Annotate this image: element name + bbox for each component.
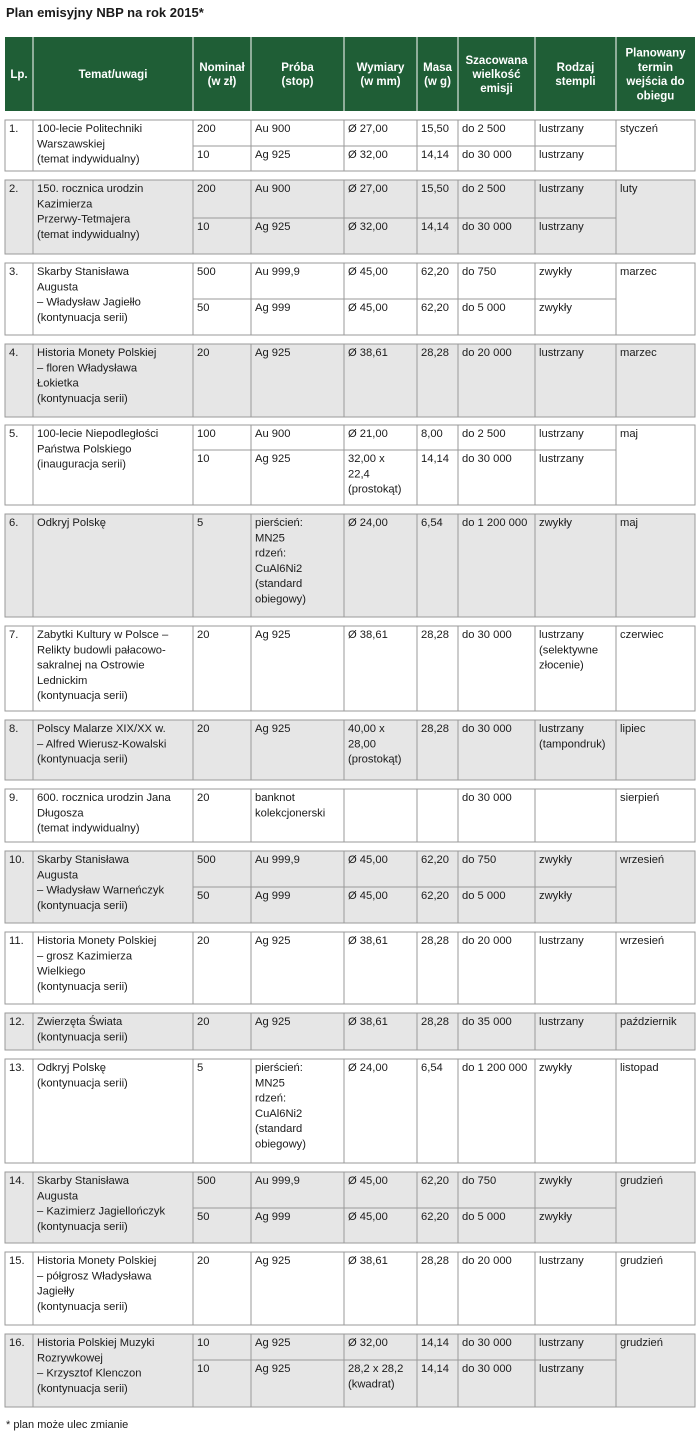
alloy-value: Ag 925 bbox=[255, 629, 291, 641]
issue-size-value: do 750 bbox=[462, 854, 497, 866]
stamp-type-value: lustrzany bbox=[539, 149, 584, 161]
issue-size-value: do 35 000 bbox=[462, 1016, 512, 1028]
topic-text: Odkryj Polskę bbox=[37, 1062, 107, 1074]
topic-text: Zwierzęta Świata bbox=[37, 1016, 123, 1028]
planned-term: marzec bbox=[620, 266, 657, 278]
nominal-value: 500 bbox=[197, 266, 216, 278]
stamp-type-value: lustrzany bbox=[539, 453, 584, 465]
planned-term: styczeń bbox=[620, 123, 658, 135]
alloy-value: Au 999,9 bbox=[255, 854, 300, 866]
mass-value: 14,14 bbox=[421, 453, 449, 465]
row-number: 2. bbox=[9, 183, 19, 195]
alloy-value: (standard bbox=[255, 1123, 303, 1136]
mass-value: 62,20 bbox=[421, 890, 449, 902]
planned-term: grudzień bbox=[620, 1255, 663, 1267]
dimensions-value: 28,00 bbox=[348, 738, 376, 751]
column-header: (w mm) bbox=[360, 76, 401, 89]
column-header: stempli bbox=[555, 76, 596, 89]
alloy-value: banknot bbox=[255, 792, 295, 804]
stamp-type-value: lustrzany bbox=[539, 1337, 584, 1349]
mass-value: 6,54 bbox=[421, 517, 443, 529]
topic-text: – Kazimierz Jagiellończyk bbox=[37, 1205, 166, 1218]
row-number: 5. bbox=[9, 428, 19, 440]
column-header: Szacowana bbox=[465, 54, 528, 67]
column-header: Masa bbox=[423, 61, 452, 74]
mass-value: 28,28 bbox=[421, 1255, 449, 1267]
alloy-value: Ag 925 bbox=[255, 1337, 291, 1349]
stamp-type-value: lustrzany bbox=[539, 347, 584, 359]
planned-term: wrzesień bbox=[620, 854, 665, 866]
column-header: Planowany bbox=[625, 47, 686, 60]
alloy-value: Ag 925 bbox=[255, 149, 291, 161]
stamp-type-value: zwykły bbox=[539, 517, 572, 529]
row-background bbox=[5, 1059, 695, 1163]
alloy-value: CuAl6Ni2 bbox=[255, 562, 303, 575]
row-number: 15. bbox=[9, 1255, 25, 1267]
issue-size-value: do 30 000 bbox=[462, 221, 512, 233]
nominal-value: 200 bbox=[197, 183, 216, 195]
column-header: Próba bbox=[281, 61, 314, 74]
row-number: 4. bbox=[9, 347, 19, 359]
topic-text: (temat indywidualny) bbox=[37, 228, 140, 241]
dimensions-value: Ø 24,00 bbox=[348, 1062, 388, 1074]
topic-text: Augusta bbox=[37, 1190, 79, 1203]
row-number: 3. bbox=[9, 266, 19, 278]
issue-size-value: do 20 000 bbox=[462, 347, 512, 359]
issue-size-value: do 30 000 bbox=[462, 453, 512, 465]
alloy-value: rdzeń: bbox=[255, 547, 287, 560]
issue-size-value: do 750 bbox=[462, 1175, 497, 1187]
nominal-value: 5 bbox=[197, 1062, 204, 1074]
topic-text: Zabytki Kultury w Polsce – bbox=[37, 629, 169, 641]
column-header: wielkość bbox=[472, 69, 521, 81]
topic-text: (kontynuacja serii) bbox=[37, 1220, 128, 1233]
dimensions-value: (kwadrat) bbox=[348, 1378, 395, 1391]
mass-value: 62,20 bbox=[421, 302, 449, 314]
nominal-value: 10 bbox=[197, 1363, 210, 1375]
topic-text: Lednickim bbox=[37, 674, 88, 687]
table-row bbox=[5, 1013, 695, 1050]
issue-size-value: do 750 bbox=[462, 266, 497, 278]
issue-size-value: do 1 200 000 bbox=[462, 517, 528, 529]
dimensions-value: Ø 38,61 bbox=[348, 347, 388, 359]
table-row bbox=[5, 1334, 695, 1407]
dimensions-value: Ø 45,00 bbox=[348, 890, 388, 902]
stamp-type-value: zwykły bbox=[539, 1175, 572, 1187]
topic-text: (kontynuacja serii) bbox=[37, 311, 128, 324]
nominal-value: 50 bbox=[197, 302, 210, 314]
topic-text: Skarby Stanisława bbox=[37, 1175, 130, 1187]
alloy-value: rdzeń: bbox=[255, 1092, 287, 1105]
mass-value: 62,20 bbox=[421, 1211, 449, 1223]
issue-size-value: do 2 500 bbox=[462, 183, 506, 195]
column-header: Wymiary bbox=[356, 61, 405, 74]
mass-value: 15,50 bbox=[421, 183, 449, 195]
table-row bbox=[5, 180, 695, 254]
nominal-value: 20 bbox=[197, 935, 210, 947]
nominal-value: 20 bbox=[197, 723, 210, 735]
topic-text: Wielkiego bbox=[37, 965, 86, 978]
nominal-value: 20 bbox=[197, 792, 210, 804]
topic-text: 150. rocznica urodzin bbox=[37, 183, 144, 195]
dimensions-value: Ø 24,00 bbox=[348, 517, 388, 529]
stamp-type-value: zwykły bbox=[539, 1062, 572, 1074]
stamp-type-value: zwykły bbox=[539, 890, 572, 902]
mass-value: 8,00 bbox=[421, 428, 443, 440]
table-row bbox=[5, 263, 695, 335]
dimensions-value: Ø 27,00 bbox=[348, 123, 388, 135]
dimensions-value: Ø 45,00 bbox=[348, 1175, 388, 1187]
dimensions-value: Ø 38,61 bbox=[348, 629, 388, 641]
topic-text: Łokietka bbox=[37, 377, 79, 390]
topic-text: (kontynuacja serii) bbox=[37, 899, 128, 912]
topic-text: Augusta bbox=[37, 869, 79, 882]
topic-text: (kontynuacja serii) bbox=[37, 1300, 128, 1313]
planned-term: czerwiec bbox=[620, 629, 664, 641]
issue-size-value: do 5 000 bbox=[462, 302, 506, 314]
planned-term: luty bbox=[620, 183, 638, 195]
dimensions-value: Ø 38,61 bbox=[348, 1255, 388, 1267]
stamp-type-value: lustrzany bbox=[539, 1363, 584, 1375]
alloy-value: MN25 bbox=[255, 1077, 285, 1090]
issue-size-value: do 30 000 bbox=[462, 723, 512, 735]
row-number: 13. bbox=[9, 1062, 25, 1074]
row-number: 1. bbox=[9, 123, 19, 135]
topic-text: 100-lecie Politechniki bbox=[37, 123, 143, 135]
topic-text: Przerwy-Tetmajera bbox=[37, 213, 131, 226]
table-row bbox=[5, 120, 695, 171]
issue-size-value: do 20 000 bbox=[462, 1255, 512, 1267]
topic-text: Polscy Malarze XIX/XX w. bbox=[37, 723, 166, 735]
mass-value: 14,14 bbox=[421, 221, 449, 233]
dimensions-value: Ø 21,00 bbox=[348, 428, 388, 440]
planned-term: lipiec bbox=[620, 723, 646, 735]
nominal-value: 5 bbox=[197, 517, 204, 529]
issue-size-value: do 5 000 bbox=[462, 1211, 506, 1223]
row-number: 7. bbox=[9, 629, 19, 641]
nominal-value: 500 bbox=[197, 1175, 216, 1187]
topic-text: – floren Władysława bbox=[37, 362, 138, 375]
dimensions-value: Ø 32,00 bbox=[348, 149, 388, 161]
issue-size-value: do 30 000 bbox=[462, 1337, 512, 1349]
issue-size-value: do 2 500 bbox=[462, 123, 506, 135]
topic-text: (kontynuacja serii) bbox=[37, 1077, 128, 1090]
alloy-value: Ag 999 bbox=[255, 302, 291, 314]
column-header: wejścia do bbox=[626, 76, 685, 89]
alloy-value: Ag 999 bbox=[255, 890, 291, 902]
topic-text: (kontynuacja serii) bbox=[37, 1031, 128, 1044]
row-number: 10. bbox=[9, 854, 25, 866]
planned-term: sierpień bbox=[620, 792, 660, 804]
stamp-type-value: (selektywne bbox=[539, 644, 599, 657]
alloy-value: Ag 925 bbox=[255, 935, 291, 947]
alloy-value: kolekcjonerski bbox=[255, 807, 326, 820]
topic-text: – Władysław Warneńczyk bbox=[37, 884, 165, 897]
stamp-type-value: lustrzany bbox=[539, 123, 584, 135]
topic-text: (kontynuacja serii) bbox=[37, 980, 128, 993]
stamp-type-value: lustrzany bbox=[539, 629, 584, 641]
issue-size-value: do 30 000 bbox=[462, 149, 512, 161]
row-number: 6. bbox=[9, 517, 19, 529]
topic-text: Warszawskiej bbox=[37, 138, 105, 151]
column-header: (w zł) bbox=[207, 76, 237, 89]
dimensions-value: 32,00 x bbox=[348, 453, 385, 465]
alloy-value: Au 999,9 bbox=[255, 1175, 300, 1187]
topic-text: Skarby Stanisława bbox=[37, 266, 130, 278]
alloy-value: Ag 925 bbox=[255, 453, 291, 465]
footnote: * plan może ulec zmianie bbox=[6, 1419, 129, 1431]
topic-text: Kazimierza bbox=[37, 198, 93, 211]
mass-value: 28,28 bbox=[421, 723, 449, 735]
dimensions-value: Ø 45,00 bbox=[348, 854, 388, 866]
column-header: (w g) bbox=[424, 76, 451, 89]
topic-text: (inauguracja serii) bbox=[37, 458, 126, 471]
topic-text: 600. rocznica urodzin Jana bbox=[37, 792, 171, 804]
topic-text: (temat indywidualny) bbox=[37, 153, 140, 166]
topic-text: (kontynuacja serii) bbox=[37, 1382, 128, 1395]
topic-text: Odkryj Polskę bbox=[37, 517, 107, 529]
nominal-value: 10 bbox=[197, 221, 210, 233]
alloy-value: obiegowy) bbox=[255, 1138, 306, 1151]
alloy-value: pierścień: bbox=[255, 517, 303, 529]
topic-text: – Krzysztof Klenczon bbox=[37, 1367, 142, 1380]
planned-term: listopad bbox=[620, 1062, 659, 1074]
mass-value: 62,20 bbox=[421, 266, 449, 278]
topic-text: Jagiełły bbox=[37, 1285, 75, 1298]
mass-value: 14,14 bbox=[421, 1363, 449, 1375]
topic-text: (kontynuacja serii) bbox=[37, 690, 128, 703]
stamp-type-value: lustrzany bbox=[539, 1016, 584, 1028]
planned-term: maj bbox=[620, 517, 639, 529]
nominal-value: 20 bbox=[197, 1255, 210, 1267]
topic-text: – grosz Kazimierza bbox=[37, 950, 133, 963]
topic-text: Historia Polskiej Muzyki bbox=[37, 1337, 155, 1349]
column-header: emisji bbox=[480, 83, 513, 96]
topic-text: 100-lecie Niepodległości bbox=[37, 428, 159, 440]
row-number: 16. bbox=[9, 1337, 25, 1349]
stamp-type-value: zwykły bbox=[539, 854, 572, 866]
topic-text: Państwa Polskiego bbox=[37, 443, 132, 456]
column-header: termin bbox=[637, 61, 674, 74]
dimensions-value: Ø 45,00 bbox=[348, 266, 388, 278]
issue-size-value: do 5 000 bbox=[462, 890, 506, 902]
issue-size-value: do 30 000 bbox=[462, 629, 512, 641]
nominal-value: 100 bbox=[197, 428, 216, 440]
alloy-value: Au 900 bbox=[255, 428, 291, 440]
mass-value: 15,50 bbox=[421, 123, 449, 135]
issue-size-value: do 30 000 bbox=[462, 792, 512, 804]
planned-term: marzec bbox=[620, 347, 657, 359]
table-row bbox=[5, 1059, 695, 1163]
nominal-value: 20 bbox=[197, 1016, 210, 1028]
column-header: (stop) bbox=[281, 76, 314, 89]
dimensions-value: Ø 32,00 bbox=[348, 1337, 388, 1349]
planned-term: maj bbox=[620, 428, 639, 440]
topic-text: (temat indywidualny) bbox=[37, 822, 140, 835]
alloy-value: Ag 925 bbox=[255, 1016, 291, 1028]
table-row bbox=[5, 1172, 695, 1243]
table-row bbox=[5, 514, 695, 617]
stamp-type-value: zwykły bbox=[539, 302, 572, 314]
mass-value: 28,28 bbox=[421, 1016, 449, 1028]
dimensions-value: (prostokąt) bbox=[348, 483, 402, 496]
alloy-value: pierścień: bbox=[255, 1062, 303, 1074]
mass-value: 62,20 bbox=[421, 1175, 449, 1187]
issue-size-value: do 30 000 bbox=[462, 1363, 512, 1375]
stamp-type-value: złocenie) bbox=[539, 659, 584, 672]
stamp-type-value: lustrzany bbox=[539, 935, 584, 947]
mass-value: 28,28 bbox=[421, 935, 449, 947]
dimensions-value: Ø 38,61 bbox=[348, 1016, 388, 1028]
stamp-type-value: lustrzany bbox=[539, 723, 584, 735]
alloy-value: obiegowy) bbox=[255, 593, 306, 606]
dimensions-value: (prostokąt) bbox=[348, 753, 402, 766]
nominal-value: 50 bbox=[197, 1211, 210, 1223]
issue-size-value: do 1 200 000 bbox=[462, 1062, 528, 1074]
table-row bbox=[5, 425, 695, 505]
alloy-value: Ag 925 bbox=[255, 723, 291, 735]
dimensions-value: 22,4 bbox=[348, 468, 370, 481]
alloy-value: Ag 925 bbox=[255, 1255, 291, 1267]
stamp-type-value: zwykły bbox=[539, 266, 572, 278]
alloy-value: (standard bbox=[255, 578, 303, 591]
column-header: obiegu bbox=[636, 90, 675, 103]
topic-text: Relikty budowli pałacowo- bbox=[37, 644, 166, 657]
topic-text: – Alfred Wierusz-Kowalski bbox=[37, 738, 167, 751]
topic-text: – Władysław Jagiełło bbox=[37, 296, 141, 309]
dimensions-value: 40,00 x bbox=[348, 723, 385, 735]
mass-value: 14,14 bbox=[421, 1337, 449, 1349]
alloy-value: CuAl6Ni2 bbox=[255, 1107, 303, 1120]
nominal-value: 20 bbox=[197, 347, 210, 359]
topic-text: sakralnej na Ostrowie bbox=[37, 659, 145, 672]
column-header: Lp. bbox=[10, 69, 28, 81]
mass-value: 6,54 bbox=[421, 1062, 443, 1074]
dimensions-value: Ø 38,61 bbox=[348, 935, 388, 947]
stamp-type-value: (tampondruk) bbox=[539, 738, 606, 751]
alloy-value: Ag 925 bbox=[255, 221, 291, 233]
stamp-type-value: zwykły bbox=[539, 1211, 572, 1223]
planned-term: grudzień bbox=[620, 1175, 663, 1187]
column-header: Rodzaj bbox=[556, 61, 595, 74]
planned-term: październik bbox=[620, 1016, 677, 1028]
table-header bbox=[5, 37, 695, 111]
page-title: Plan emisyjny NBP na rok 2015* bbox=[6, 5, 204, 20]
alloy-value: Au 900 bbox=[255, 123, 291, 135]
dimensions-value: Ø 45,00 bbox=[348, 302, 388, 314]
column-header: Nominał bbox=[199, 61, 245, 74]
topic-text: Długosza bbox=[37, 807, 84, 820]
alloy-value: MN25 bbox=[255, 532, 285, 545]
topic-text: Rozrywkowej bbox=[37, 1352, 103, 1365]
nominal-value: 10 bbox=[197, 1337, 210, 1349]
mass-value: 28,28 bbox=[421, 629, 449, 641]
alloy-value: Ag 925 bbox=[255, 347, 291, 359]
column-header: Temat/uwagi bbox=[78, 69, 148, 81]
stamp-type-value: lustrzany bbox=[539, 221, 584, 233]
topic-text: Historia Monety Polskiej bbox=[37, 935, 157, 947]
row-number: 11. bbox=[9, 935, 24, 947]
nominal-value: 50 bbox=[197, 890, 210, 902]
mass-value: 62,20 bbox=[421, 854, 449, 866]
nominal-value: 20 bbox=[197, 629, 210, 641]
nominal-value: 500 bbox=[197, 854, 216, 866]
dimensions-value: Ø 45,00 bbox=[348, 1211, 388, 1223]
stamp-type-value: lustrzany bbox=[539, 183, 584, 195]
alloy-value: Au 900 bbox=[255, 183, 291, 195]
mass-value: 28,28 bbox=[421, 347, 449, 359]
stamp-type-value: lustrzany bbox=[539, 428, 584, 440]
dimensions-value: Ø 27,00 bbox=[348, 183, 388, 195]
row-number: 14. bbox=[9, 1175, 25, 1187]
row-background bbox=[5, 514, 695, 617]
row-number: 9. bbox=[9, 792, 19, 804]
dimensions-value: Ø 32,00 bbox=[348, 221, 388, 233]
topic-text: (kontynuacja serii) bbox=[37, 753, 128, 766]
topic-text: Historia Monety Polskiej bbox=[37, 347, 157, 359]
row-number: 8. bbox=[9, 723, 19, 735]
alloy-value: Ag 999 bbox=[255, 1211, 291, 1223]
planned-term: grudzień bbox=[620, 1337, 663, 1349]
topic-text: – półgrosz Władysława bbox=[37, 1270, 152, 1283]
alloy-value: Au 999,9 bbox=[255, 266, 300, 278]
table-row bbox=[5, 851, 695, 923]
nominal-value: 200 bbox=[197, 123, 216, 135]
topic-text: (kontynuacja serii) bbox=[37, 392, 128, 405]
issue-size-value: do 20 000 bbox=[462, 935, 512, 947]
table-row bbox=[5, 1252, 695, 1325]
planned-term: wrzesień bbox=[620, 935, 665, 947]
nominal-value: 10 bbox=[197, 149, 210, 161]
table-row bbox=[5, 626, 695, 711]
table-row bbox=[5, 932, 695, 1004]
row-number: 12. bbox=[9, 1016, 25, 1028]
table-row bbox=[5, 789, 695, 842]
table-row bbox=[5, 344, 695, 417]
alloy-value: Ag 925 bbox=[255, 1363, 291, 1375]
table-row bbox=[5, 720, 695, 780]
topic-text: Historia Monety Polskiej bbox=[37, 1255, 157, 1267]
stamp-type-value: lustrzany bbox=[539, 1255, 584, 1267]
nominal-value: 10 bbox=[197, 453, 210, 465]
issue-size-value: do 2 500 bbox=[462, 428, 506, 440]
mass-value: 14,14 bbox=[421, 149, 449, 161]
dimensions-value: 28,2 x 28,2 bbox=[348, 1363, 404, 1375]
topic-text: Skarby Stanisława bbox=[37, 854, 130, 866]
topic-text: Augusta bbox=[37, 281, 79, 294]
